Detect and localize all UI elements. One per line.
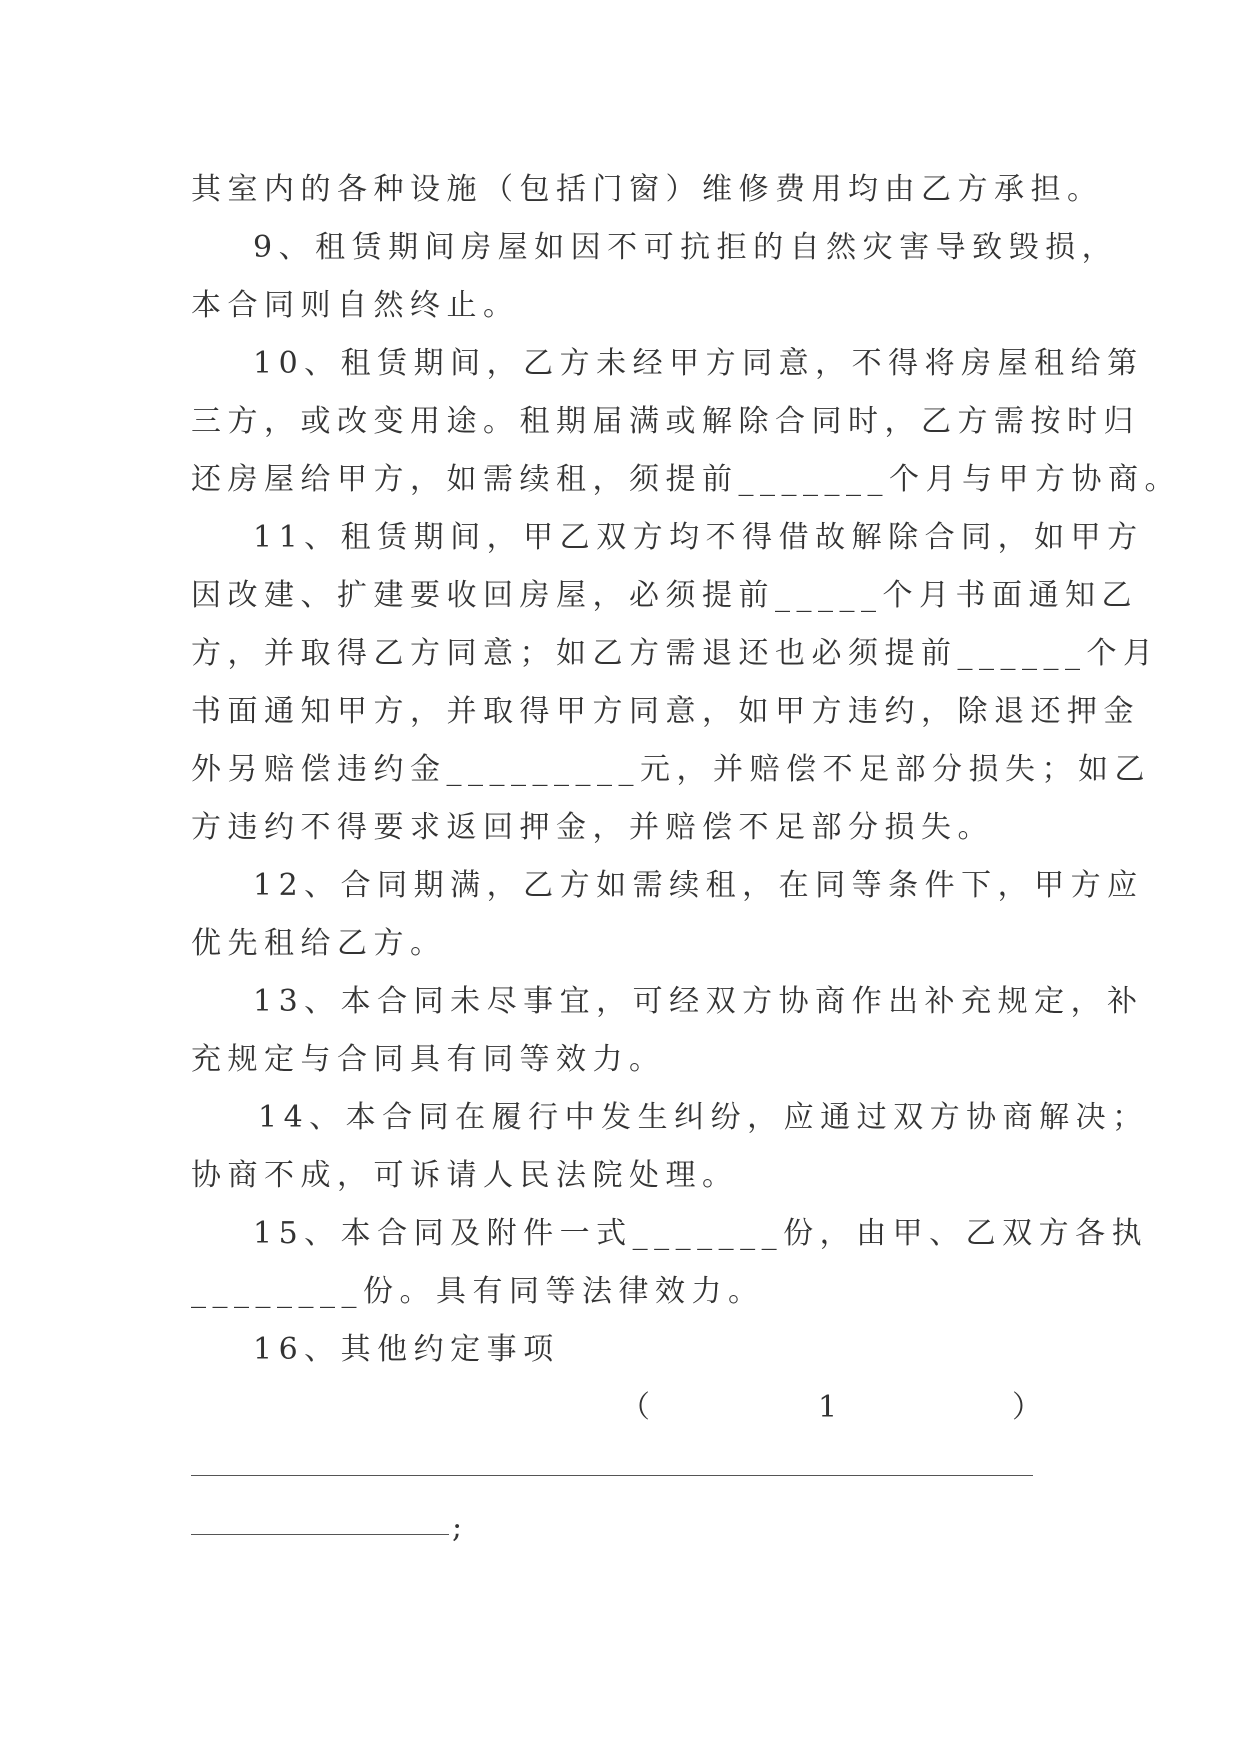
clause-13-line-2: 充规定与合同具有同等效力。 xyxy=(191,1042,666,1077)
clause-14-line-1: 14、本合同在履行中发生纠纷，应通过双方协商解决； xyxy=(258,1100,1149,1135)
fill-in-line xyxy=(191,1475,1033,1476)
clause-16-heading: 16、其他约定事项 xyxy=(253,1332,560,1367)
clause-15-line-2: ________份。具有同等法律效力。 xyxy=(191,1274,765,1309)
fill-in-line-short xyxy=(191,1534,449,1535)
clause-11-line-4: 书面通知甲方，并取得甲方同意，如甲方违约，除退还押金 xyxy=(191,694,1140,729)
clause-11-line-3: 方，并取得乙方同意；如乙方需退还也必须提前______个月 xyxy=(191,636,1160,671)
clause-9-line-1: 9、租赁期间房屋如因不可抗拒的自然灾害导致毁损， xyxy=(253,230,1119,265)
item-open-paren: （ xyxy=(620,1390,650,1425)
clause-11-line-5: 外另赔偿违约金_________元，并赔偿不足部分损失；如乙 xyxy=(191,752,1151,787)
clause-13-line-1: 13、本合同未尽事宜，可经双方协商作出补充规定，补 xyxy=(253,984,1144,1019)
text-line-1: 其室内的各种设施（包括门窗）维修费用均由乙方承担。 xyxy=(191,172,1104,207)
clause-12-line-1: 12、合同期满，乙方如需续租，在同等条件下，甲方应 xyxy=(253,868,1144,903)
item-number: 1 xyxy=(818,1390,838,1425)
clause-9-line-2: 本合同则自然终止。 xyxy=(191,288,520,323)
clause-10-line-2: 三方，或改变用途。租期届满或解除合同时，乙方需按时归 xyxy=(191,404,1140,439)
item-close-paren: ） xyxy=(1012,1390,1042,1425)
clause-10-line-3: 还房屋给甲方，如需续租，须提前_______个月与甲方协商。 xyxy=(191,462,1181,497)
clause-15-line-1: 15、本合同及附件一式_______份，由甲、乙双方各执 xyxy=(253,1216,1149,1251)
end-semicolon: ; xyxy=(452,1510,463,1545)
clause-11-line-6: 方违约不得要求返回押金，并赔偿不足部分损失。 xyxy=(191,810,994,845)
clause-12-line-2: 优先租给乙方。 xyxy=(191,926,447,961)
clause-14-line-2: 协商不成，可诉请人民法院处理。 xyxy=(191,1158,739,1193)
clause-11-line-2: 因改建、扩建要收回房屋，必须提前_____个月书面通知乙 xyxy=(191,578,1138,613)
clause-11-line-1: 11、租赁期间，甲乙双方均不得借故解除合同，如甲方 xyxy=(253,520,1144,555)
clause-10-line-1: 10、租赁期间，乙方未经甲方同意，不得将房屋租给第 xyxy=(253,346,1144,381)
